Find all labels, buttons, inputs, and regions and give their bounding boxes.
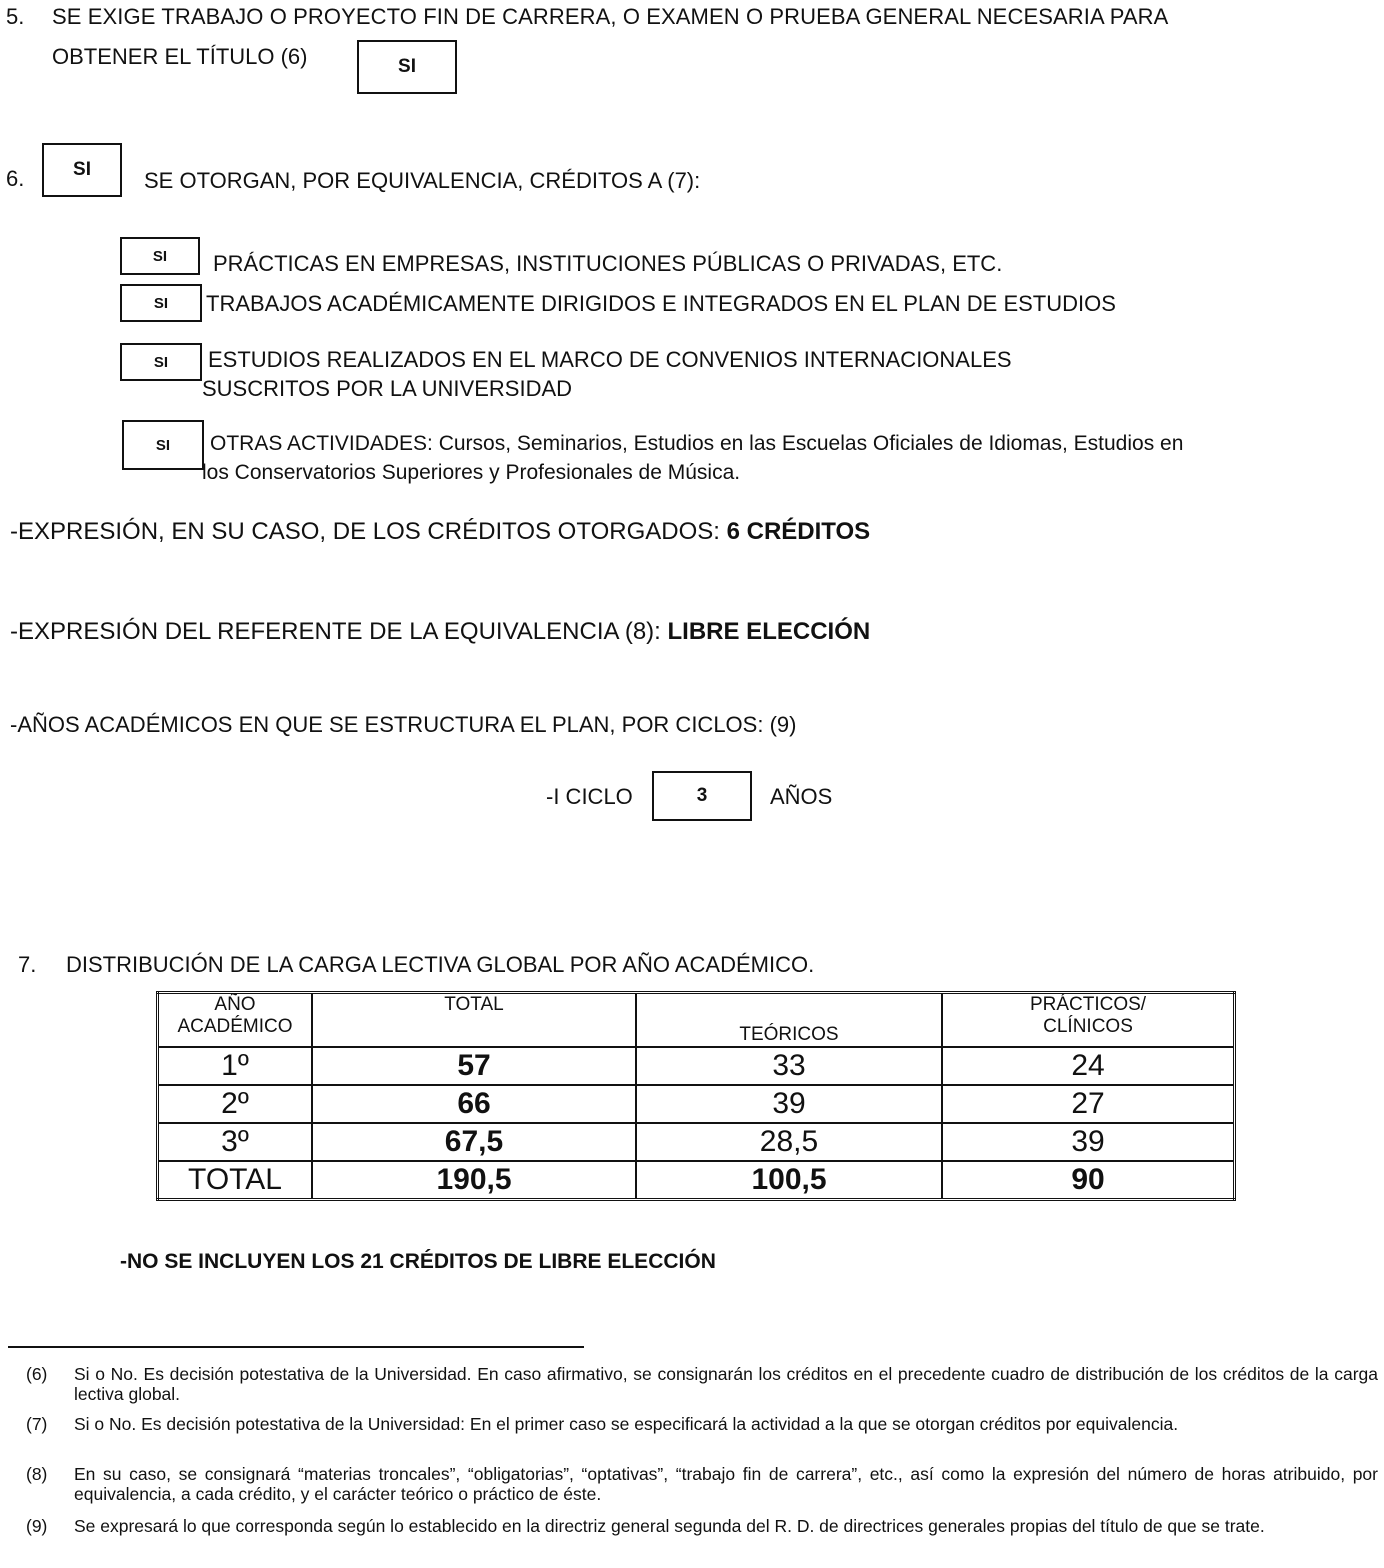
option-trabajos-text: TRABAJOS ACADÉMICAMENTE DIRIGIDOS E INTEGRADOS EN EL PLAN DE ESTUDIOS (206, 291, 1116, 316)
creditos-value: 6 CRÉDITOS (726, 518, 871, 545)
row-practicos: 27 (942, 1085, 1235, 1123)
row-total: 67,5 (312, 1123, 636, 1161)
referente-line (10, 618, 870, 646)
row-year: TOTAL (158, 1161, 313, 1200)
option-practicas-text: PRÁCTICAS EN EMPRESAS, INSTITUCIONES PÚBLICAS O PRIVADAS, ETC. (213, 251, 1003, 276)
item5-number: 5. (6, 4, 25, 29)
footnote-number: (9) (26, 1516, 48, 1536)
footnote-8 (26, 1464, 1378, 1504)
header-practicos-clinicos: PRÁCTICOS/ CLÍNICOS (942, 993, 1235, 1048)
row-practicos: 39 (942, 1123, 1235, 1161)
footnote-number: (7) (26, 1414, 48, 1434)
item5-line1: SE EXIGE TRABAJO O PROYECTO FIN DE CARRERA, O EXAMEN O PRUEBA GENERAL NECESARIA PARA (52, 4, 1169, 29)
header-ano-academico: AÑO ACADÉMICO (158, 993, 313, 1048)
item7-title: DISTRIBUCIÓN DE LA CARGA LECTIVA GLOBAL POR AÑO ACADÉMICO. (66, 952, 815, 977)
row-total: 66 (312, 1085, 636, 1123)
row-total: 57 (312, 1047, 636, 1085)
option-practicas-si-box: SI (120, 237, 200, 275)
ciclo-unit: AÑOS (770, 784, 833, 809)
carga-lectiva-table (156, 991, 1236, 1201)
row-practicos: 24 (942, 1047, 1235, 1085)
ciclo-label: -I CICLO (546, 784, 633, 809)
referente-label: -EXPRESIÓN DEL REFERENTE DE LA EQUIVALENCIA (8): (10, 618, 661, 645)
row-year: 2º (158, 1085, 313, 1123)
option-convenios-text-1: ESTUDIOS REALIZADOS EN EL MARCO DE CONVENIOS INTERNACIONALES (208, 347, 1012, 372)
anos-label: -AÑOS ACADÉMICOS EN QUE SE ESTRUCTURA EL PLAN, POR CICLOS: (9) (10, 712, 797, 737)
table-row (158, 1085, 1235, 1123)
ciclo-value-box: 3 (652, 771, 752, 821)
footnote-number: (8) (26, 1464, 48, 1484)
option-otras-text-2: los Conservatorios Superiores y Profesionales de Música. (202, 461, 741, 484)
row-teoricos: 39 (636, 1085, 942, 1123)
option-trabajos-si-box: SI (120, 284, 202, 322)
footnote-6 (26, 1364, 1378, 1404)
libre-eleccion-note: -NO SE INCLUYEN LOS 21 CRÉDITOS DE LIBRE ELECCIÓN (120, 1250, 716, 1273)
item7-number: 7. (18, 952, 37, 977)
table-row (158, 1123, 1235, 1161)
row-teoricos: 33 (636, 1047, 942, 1085)
creditos-label: -EXPRESIÓN, EN SU CASO, DE LOS CRÉDITOS OTORGADOS: (10, 518, 720, 545)
footnote-7 (26, 1414, 1378, 1434)
row-total: 190,5 (312, 1161, 636, 1200)
row-teoricos: 28,5 (636, 1123, 942, 1161)
item6-text: SE OTORGAN, POR EQUIVALENCIA, CRÉDITOS A (7): (144, 168, 701, 193)
table-header-row (158, 993, 1235, 1048)
footnote-text: Si o No. Es decisión potestativa de la Universidad. En caso afirmativo, se consignarán los créditos en el precedente cuadro de distribución de los créditos de la carga lectiva global. (74, 1364, 1378, 1404)
header-total: TOTAL (312, 993, 636, 1048)
creditos-line (10, 518, 870, 546)
footnote-divider (8, 1346, 584, 1348)
referente-value: LIBRE ELECCIÓN (667, 618, 871, 645)
item6-si-box: SI (42, 143, 122, 197)
footnote-number: (6) (26, 1364, 48, 1384)
row-practicos: 90 (942, 1161, 1235, 1200)
row-teoricos: 100,5 (636, 1161, 942, 1200)
item5-line2: OBTENER EL TÍTULO (6) (52, 44, 308, 69)
header-teoricos: TEÓRICOS (636, 993, 942, 1048)
footnote-text: Si o No. Es decisión potestativa de la Universidad: En el primer caso se especificará la actividad a la que se otorgan créditos por equivalencia. (74, 1414, 1179, 1434)
footnote-text: Se expresará lo que corresponda según lo establecido en la directriz general segunda del R. D. de directrices generales propias del título de que se trate. (74, 1516, 1265, 1536)
item5-si-box: SI (357, 40, 457, 94)
option-convenios-text-2: SUSCRITOS POR LA UNIVERSIDAD (202, 376, 573, 401)
footnote-text: En su caso, se consignará “materias troncales”, “obligatorias”, “optativas”, “trabajo fin de carrera”, etc., así como la expresión del número de horas atribuido, por equivalencia, a cada crédito, y el carácter teórico o práctico de éste. (74, 1464, 1378, 1504)
table-row (158, 1047, 1235, 1085)
table-row-total (158, 1161, 1235, 1200)
option-otras-si-box: SI (122, 420, 204, 470)
item6-number: 6. (6, 166, 25, 191)
option-otras-text-1: OTRAS ACTIVIDADES: Cursos, Seminarios, Estudios en las Escuelas Oficiales de Idiomas, Estudios en (210, 432, 1184, 455)
row-year: 3º (158, 1123, 313, 1161)
row-year: 1º (158, 1047, 313, 1085)
option-convenios-si-box: SI (120, 343, 202, 381)
footnote-9 (26, 1516, 1378, 1536)
